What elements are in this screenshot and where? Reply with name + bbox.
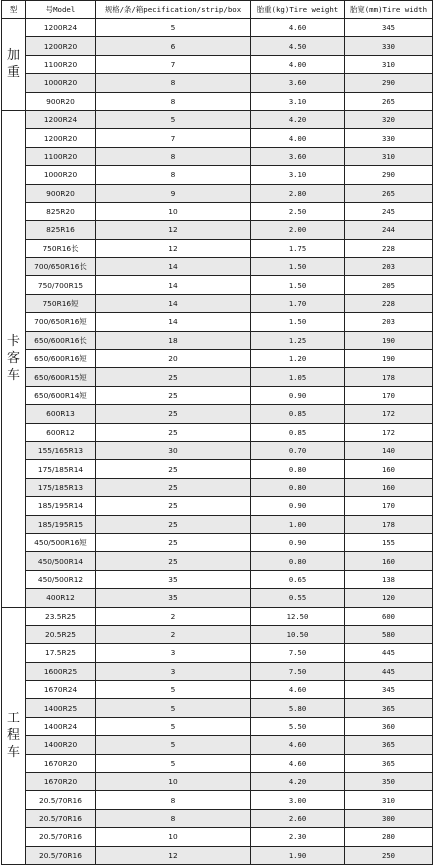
spec-cell: 12 xyxy=(96,846,251,864)
header-weight: 胎重(kg)Tire weight xyxy=(251,1,345,19)
table-row xyxy=(2,497,433,515)
spec-cell: 35 xyxy=(96,589,251,607)
category-char: 车 xyxy=(6,745,20,761)
weight-cell: 1.50 xyxy=(251,313,345,331)
model-cell: 600R12 xyxy=(26,423,96,441)
weight-cell: 2.30 xyxy=(251,828,345,846)
table-row xyxy=(2,294,433,312)
width-cell: 160 xyxy=(345,552,433,570)
weight-cell: 3.00 xyxy=(251,791,345,809)
model-cell: 1000R20 xyxy=(26,166,96,184)
weight-cell: 0.90 xyxy=(251,497,345,515)
weight-cell: 4.60 xyxy=(251,681,345,699)
width-cell: 140 xyxy=(345,441,433,459)
width-cell: 330 xyxy=(345,129,433,147)
table-row xyxy=(2,552,433,570)
table-row xyxy=(2,202,433,220)
model-cell: 20.5/70R16 xyxy=(26,791,96,809)
spec-cell: 14 xyxy=(96,276,251,294)
weight-cell: 5.50 xyxy=(251,717,345,735)
spec-cell: 30 xyxy=(96,441,251,459)
width-cell: 178 xyxy=(345,515,433,533)
width-cell: 160 xyxy=(345,478,433,496)
spec-cell: 25 xyxy=(96,478,251,496)
width-cell: 228 xyxy=(345,294,433,312)
weight-cell: 4.00 xyxy=(251,129,345,147)
weight-cell: 1.05 xyxy=(251,368,345,386)
table-row xyxy=(2,74,433,92)
weight-cell: 0.85 xyxy=(251,405,345,423)
spec-cell: 8 xyxy=(96,791,251,809)
model-cell: 1400R20 xyxy=(26,736,96,754)
spec-cell: 25 xyxy=(96,497,251,515)
model-cell: 750/700R15 xyxy=(26,276,96,294)
category-char: 客 xyxy=(6,351,20,367)
spec-cell: 5 xyxy=(96,717,251,735)
model-cell: 1100R20 xyxy=(26,147,96,165)
weight-cell: 4.60 xyxy=(251,736,345,754)
table-row xyxy=(2,607,433,625)
spec-cell: 10 xyxy=(96,828,251,846)
weight-cell: 10.50 xyxy=(251,625,345,643)
width-cell: 172 xyxy=(345,405,433,423)
width-cell: 155 xyxy=(345,533,433,551)
width-cell: 280 xyxy=(345,828,433,846)
model-cell: 450/500R14 xyxy=(26,552,96,570)
category-cell xyxy=(2,607,26,864)
width-cell: 365 xyxy=(345,736,433,754)
model-cell: 1100R20 xyxy=(26,55,96,73)
spec-cell: 8 xyxy=(96,166,251,184)
width-cell: 350 xyxy=(345,773,433,791)
width-cell: 365 xyxy=(345,754,433,772)
spec-cell: 3 xyxy=(96,644,251,662)
model-cell: 1400R25 xyxy=(26,699,96,717)
model-cell: 20.5/70R16 xyxy=(26,846,96,864)
model-cell: 900R20 xyxy=(26,184,96,202)
width-cell: 120 xyxy=(345,589,433,607)
width-cell: 244 xyxy=(345,221,433,239)
width-cell: 330 xyxy=(345,37,433,55)
table-row xyxy=(2,92,433,110)
category-cell xyxy=(2,110,26,607)
width-cell: 600 xyxy=(345,607,433,625)
table-row xyxy=(2,166,433,184)
width-cell: 170 xyxy=(345,386,433,404)
weight-cell: 2.50 xyxy=(251,202,345,220)
spec-cell: 2 xyxy=(96,625,251,643)
width-cell: 265 xyxy=(345,92,433,110)
table-row xyxy=(2,441,433,459)
model-cell: 1200R20 xyxy=(26,37,96,55)
category-char: 重 xyxy=(6,65,20,81)
table-row xyxy=(2,773,433,791)
spec-cell: 5 xyxy=(96,19,251,37)
table-row xyxy=(2,276,433,294)
width-cell: 320 xyxy=(345,110,433,128)
width-cell: 290 xyxy=(345,74,433,92)
width-cell: 445 xyxy=(345,662,433,680)
spec-cell: 14 xyxy=(96,294,251,312)
weight-cell: 2.00 xyxy=(251,221,345,239)
model-cell: 175/185R13 xyxy=(26,478,96,496)
spec-cell: 10 xyxy=(96,202,251,220)
spec-cell: 2 xyxy=(96,607,251,625)
model-cell: 750R16短 xyxy=(26,294,96,312)
model-cell: 900R20 xyxy=(26,92,96,110)
width-cell: 203 xyxy=(345,258,433,276)
table-row xyxy=(2,662,433,680)
spec-cell: 25 xyxy=(96,423,251,441)
model-cell: 17.5R25 xyxy=(26,644,96,662)
spec-cell: 8 xyxy=(96,147,251,165)
spec-cell: 25 xyxy=(96,405,251,423)
table-row xyxy=(2,147,433,165)
width-cell: 310 xyxy=(345,147,433,165)
width-cell: 365 xyxy=(345,699,433,717)
spec-cell: 8 xyxy=(96,92,251,110)
spec-cell: 5 xyxy=(96,754,251,772)
spec-cell: 6 xyxy=(96,37,251,55)
model-cell: 155/165R13 xyxy=(26,441,96,459)
table-row xyxy=(2,423,433,441)
width-cell: 310 xyxy=(345,55,433,73)
spec-cell: 25 xyxy=(96,368,251,386)
table-row xyxy=(2,258,433,276)
width-cell: 170 xyxy=(345,497,433,515)
spec-cell: 14 xyxy=(96,258,251,276)
width-cell: 190 xyxy=(345,350,433,368)
weight-cell: 3.10 xyxy=(251,92,345,110)
table-row xyxy=(2,791,433,809)
width-cell: 580 xyxy=(345,625,433,643)
weight-cell: 0.80 xyxy=(251,478,345,496)
table-row xyxy=(2,515,433,533)
weight-cell: 1.70 xyxy=(251,294,345,312)
spec-cell: 35 xyxy=(96,570,251,588)
width-cell: 172 xyxy=(345,423,433,441)
table-row xyxy=(2,681,433,699)
weight-cell: 4.20 xyxy=(251,110,345,128)
weight-cell: 1.00 xyxy=(251,515,345,533)
model-cell: 700/650R16短 xyxy=(26,313,96,331)
weight-cell: 1.90 xyxy=(251,846,345,864)
table-row xyxy=(2,221,433,239)
spec-cell: 25 xyxy=(96,386,251,404)
model-cell: 700/650R16长 xyxy=(26,258,96,276)
weight-cell: 1.50 xyxy=(251,258,345,276)
table-row xyxy=(2,368,433,386)
model-cell: 1400R24 xyxy=(26,717,96,735)
spec-cell: 10 xyxy=(96,773,251,791)
model-cell: 1670R20 xyxy=(26,773,96,791)
weight-cell: 4.60 xyxy=(251,19,345,37)
model-cell: 450/500R16短 xyxy=(26,533,96,551)
category-char: 卡 xyxy=(6,334,20,350)
model-cell: 825R20 xyxy=(26,202,96,220)
table-row xyxy=(2,331,433,349)
spec-cell: 8 xyxy=(96,74,251,92)
header-spec: 规格/条/箱pecification/strip/box xyxy=(96,1,251,19)
width-cell: 250 xyxy=(345,846,433,864)
table-row xyxy=(2,589,433,607)
model-cell: 1200R24 xyxy=(26,19,96,37)
table-row xyxy=(2,386,433,404)
spec-cell: 14 xyxy=(96,313,251,331)
table-row xyxy=(2,350,433,368)
table-body xyxy=(2,19,433,865)
weight-cell: 1.25 xyxy=(251,331,345,349)
spec-cell: 5 xyxy=(96,699,251,717)
model-cell: 20.5/70R16 xyxy=(26,809,96,827)
weight-cell: 0.90 xyxy=(251,533,345,551)
spec-cell: 12 xyxy=(96,239,251,257)
table-row xyxy=(2,846,433,864)
spec-cell: 20 xyxy=(96,350,251,368)
width-cell: 310 xyxy=(345,791,433,809)
header-type: 型 xyxy=(2,1,26,19)
model-cell: 175/185R14 xyxy=(26,460,96,478)
spec-cell: 25 xyxy=(96,552,251,570)
weight-cell: 0.85 xyxy=(251,423,345,441)
weight-cell: 3.60 xyxy=(251,74,345,92)
category-char: 车 xyxy=(6,368,20,384)
table-row xyxy=(2,19,433,37)
table-row xyxy=(2,110,433,128)
width-cell: 300 xyxy=(345,809,433,827)
model-cell: 1200R24 xyxy=(26,110,96,128)
width-cell: 345 xyxy=(345,681,433,699)
table-row xyxy=(2,699,433,717)
spec-cell: 7 xyxy=(96,55,251,73)
spec-cell: 5 xyxy=(96,736,251,754)
header-model: 号Model xyxy=(26,1,96,19)
weight-cell: 0.70 xyxy=(251,441,345,459)
model-cell: 650/600R14短 xyxy=(26,386,96,404)
model-cell: 20.5/70R16 xyxy=(26,828,96,846)
tire-spec-table xyxy=(1,0,433,865)
weight-cell: 3.10 xyxy=(251,166,345,184)
model-cell: 650/600R16长 xyxy=(26,331,96,349)
spec-cell: 25 xyxy=(96,533,251,551)
spec-cell: 5 xyxy=(96,681,251,699)
model-cell: 185/195R15 xyxy=(26,515,96,533)
model-cell: 650/600R15短 xyxy=(26,368,96,386)
weight-cell: 4.60 xyxy=(251,754,345,772)
table-row xyxy=(2,460,433,478)
table-row xyxy=(2,570,433,588)
weight-cell: 0.80 xyxy=(251,460,345,478)
category-cell xyxy=(2,19,26,111)
width-cell: 445 xyxy=(345,644,433,662)
model-cell: 450/500R12 xyxy=(26,570,96,588)
weight-cell: 0.65 xyxy=(251,570,345,588)
table-row xyxy=(2,736,433,754)
model-cell: 650/600R16短 xyxy=(26,350,96,368)
model-cell: 1670R20 xyxy=(26,754,96,772)
width-cell: 203 xyxy=(345,313,433,331)
spec-cell: 25 xyxy=(96,460,251,478)
width-cell: 228 xyxy=(345,239,433,257)
table-row xyxy=(2,239,433,257)
weight-cell: 7.50 xyxy=(251,644,345,662)
model-cell: 600R13 xyxy=(26,405,96,423)
table-row xyxy=(2,754,433,772)
header-width: 胎宽(mm)Tire width xyxy=(345,1,433,19)
category-char: 程 xyxy=(6,728,20,744)
spec-cell: 9 xyxy=(96,184,251,202)
table-row xyxy=(2,478,433,496)
width-cell: 290 xyxy=(345,166,433,184)
width-cell: 245 xyxy=(345,202,433,220)
table-row xyxy=(2,644,433,662)
width-cell: 345 xyxy=(345,19,433,37)
spec-cell: 18 xyxy=(96,331,251,349)
spec-cell: 3 xyxy=(96,662,251,680)
model-cell: 750R16长 xyxy=(26,239,96,257)
table-row xyxy=(2,533,433,551)
width-cell: 205 xyxy=(345,276,433,294)
table-row xyxy=(2,37,433,55)
table-row xyxy=(2,828,433,846)
spec-cell: 7 xyxy=(96,129,251,147)
spec-cell: 25 xyxy=(96,515,251,533)
width-cell: 178 xyxy=(345,368,433,386)
weight-cell: 4.50 xyxy=(251,37,345,55)
model-cell: 23.5R25 xyxy=(26,607,96,625)
spec-cell: 12 xyxy=(96,221,251,239)
model-cell: 20.5R25 xyxy=(26,625,96,643)
table-row xyxy=(2,129,433,147)
weight-cell: 1.75 xyxy=(251,239,345,257)
weight-cell: 12.50 xyxy=(251,607,345,625)
width-cell: 360 xyxy=(345,717,433,735)
spec-cell: 5 xyxy=(96,110,251,128)
weight-cell: 0.55 xyxy=(251,589,345,607)
width-cell: 138 xyxy=(345,570,433,588)
table-row xyxy=(2,184,433,202)
table-row xyxy=(2,717,433,735)
weight-cell: 3.60 xyxy=(251,147,345,165)
model-cell: 1600R25 xyxy=(26,662,96,680)
weight-cell: 4.20 xyxy=(251,773,345,791)
weight-cell: 7.50 xyxy=(251,662,345,680)
weight-cell: 2.60 xyxy=(251,809,345,827)
weight-cell: 2.80 xyxy=(251,184,345,202)
model-cell: 1670R24 xyxy=(26,681,96,699)
category-char: 加 xyxy=(6,48,20,64)
category-char: 工 xyxy=(6,711,20,727)
weight-cell: 0.80 xyxy=(251,552,345,570)
table-row xyxy=(2,405,433,423)
width-cell: 160 xyxy=(345,460,433,478)
table-row xyxy=(2,809,433,827)
weight-cell: 4.00 xyxy=(251,55,345,73)
header-row xyxy=(2,1,433,19)
weight-cell: 5.80 xyxy=(251,699,345,717)
weight-cell: 0.90 xyxy=(251,386,345,404)
table-row xyxy=(2,625,433,643)
width-cell: 265 xyxy=(345,184,433,202)
width-cell: 190 xyxy=(345,331,433,349)
model-cell: 1000R20 xyxy=(26,74,96,92)
model-cell: 825R16 xyxy=(26,221,96,239)
table-row xyxy=(2,55,433,73)
model-cell: 185/195R14 xyxy=(26,497,96,515)
table-row xyxy=(2,313,433,331)
spec-cell: 8 xyxy=(96,809,251,827)
model-cell: 1200R20 xyxy=(26,129,96,147)
weight-cell: 1.50 xyxy=(251,276,345,294)
model-cell: 400R12 xyxy=(26,589,96,607)
weight-cell: 1.20 xyxy=(251,350,345,368)
